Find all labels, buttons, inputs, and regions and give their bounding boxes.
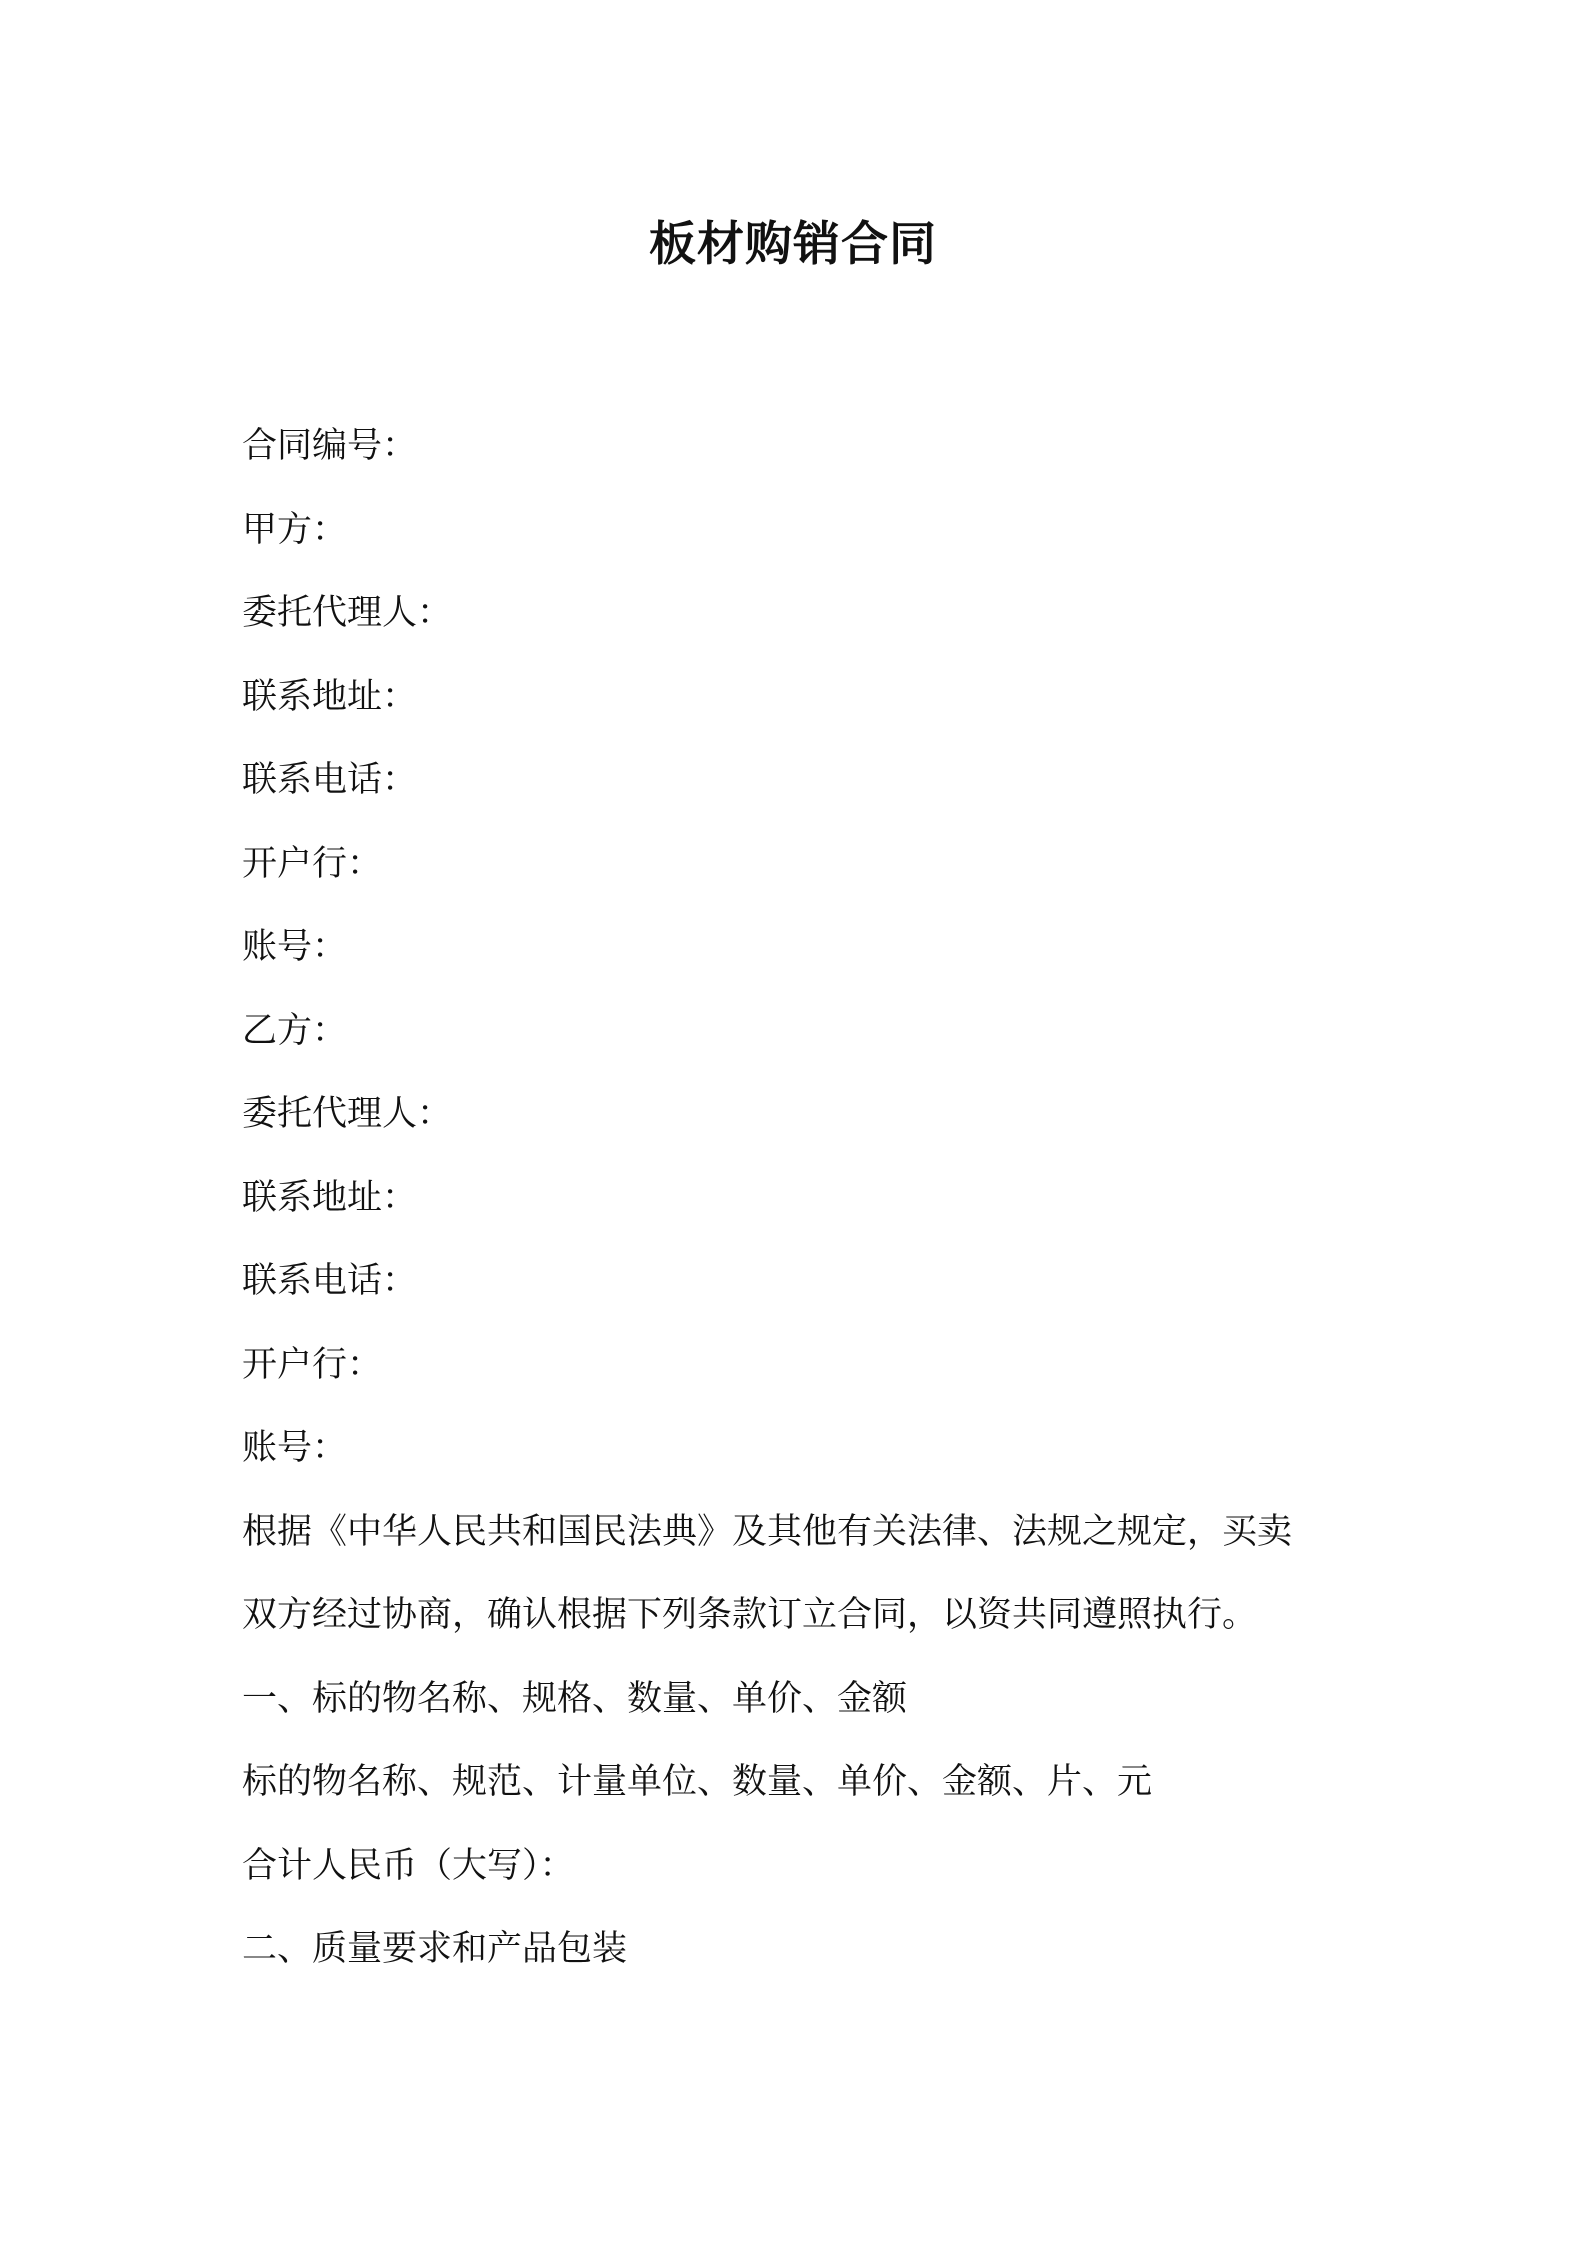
section-1-heading: 一、标的物名称、规格、数量、单价、金额 — [242, 1678, 908, 1719]
party-a-account-field — [242, 906, 1362, 990]
party-a-address-label: 联系地址： — [242, 676, 418, 717]
party-b-phone-label: 联系电话： — [242, 1261, 418, 1301]
party-a-address-field — [242, 656, 1362, 740]
party-a-label: 甲方： — [242, 509, 348, 550]
intro-paragraph-line-2: 双方经过协商，确认根据下列条款订立合同，以资共同遵照执行。 — [242, 1595, 1258, 1635]
document-body — [242, 405, 1362, 1992]
party-b-address-field — [242, 1157, 1362, 1241]
party-b-label: 乙方： — [242, 1010, 348, 1051]
party-a-field — [242, 489, 1362, 573]
document-title: 板材购销合同 — [649, 217, 937, 272]
intro-paragraph-line-1: 根据《中华人民共和国民法典》及其他有关法律、法规之规定，买卖 — [242, 1511, 1293, 1552]
contract-number-field — [242, 405, 1362, 489]
party-b-account-field — [242, 1407, 1362, 1491]
party-a-phone-field — [242, 739, 1362, 823]
section-2-heading: 二、质量要求和产品包装 — [242, 1929, 628, 1969]
party-a-agent-field — [242, 572, 1362, 656]
party-a-phone-label: 联系电话： — [242, 760, 418, 800]
party-a-bank-label: 开户行： — [242, 843, 383, 884]
contract-number-label: 合同编号： — [242, 426, 418, 466]
total-rmb-field: 合计人民币（大写）： — [242, 1845, 575, 1886]
party-b-bank-field — [242, 1324, 1362, 1408]
party-b-agent-field — [242, 1073, 1362, 1157]
party-b-phone-field — [242, 1240, 1362, 1324]
party-b-agent-label: 委托代理人： — [242, 1094, 453, 1134]
section-1-columns: 标的物名称、规范、计量单位、数量、单价、金额、片、元 — [242, 1762, 1153, 1802]
party-b-account-label: 账号： — [242, 1428, 348, 1468]
party-a-account-label: 账号： — [242, 927, 348, 967]
party-b-bank-label: 开户行： — [242, 1344, 383, 1385]
party-b-address-label: 联系地址： — [242, 1177, 418, 1218]
party-a-agent-label: 委托代理人： — [242, 593, 453, 633]
party-a-bank-field — [242, 823, 1362, 907]
party-b-field — [242, 990, 1362, 1074]
